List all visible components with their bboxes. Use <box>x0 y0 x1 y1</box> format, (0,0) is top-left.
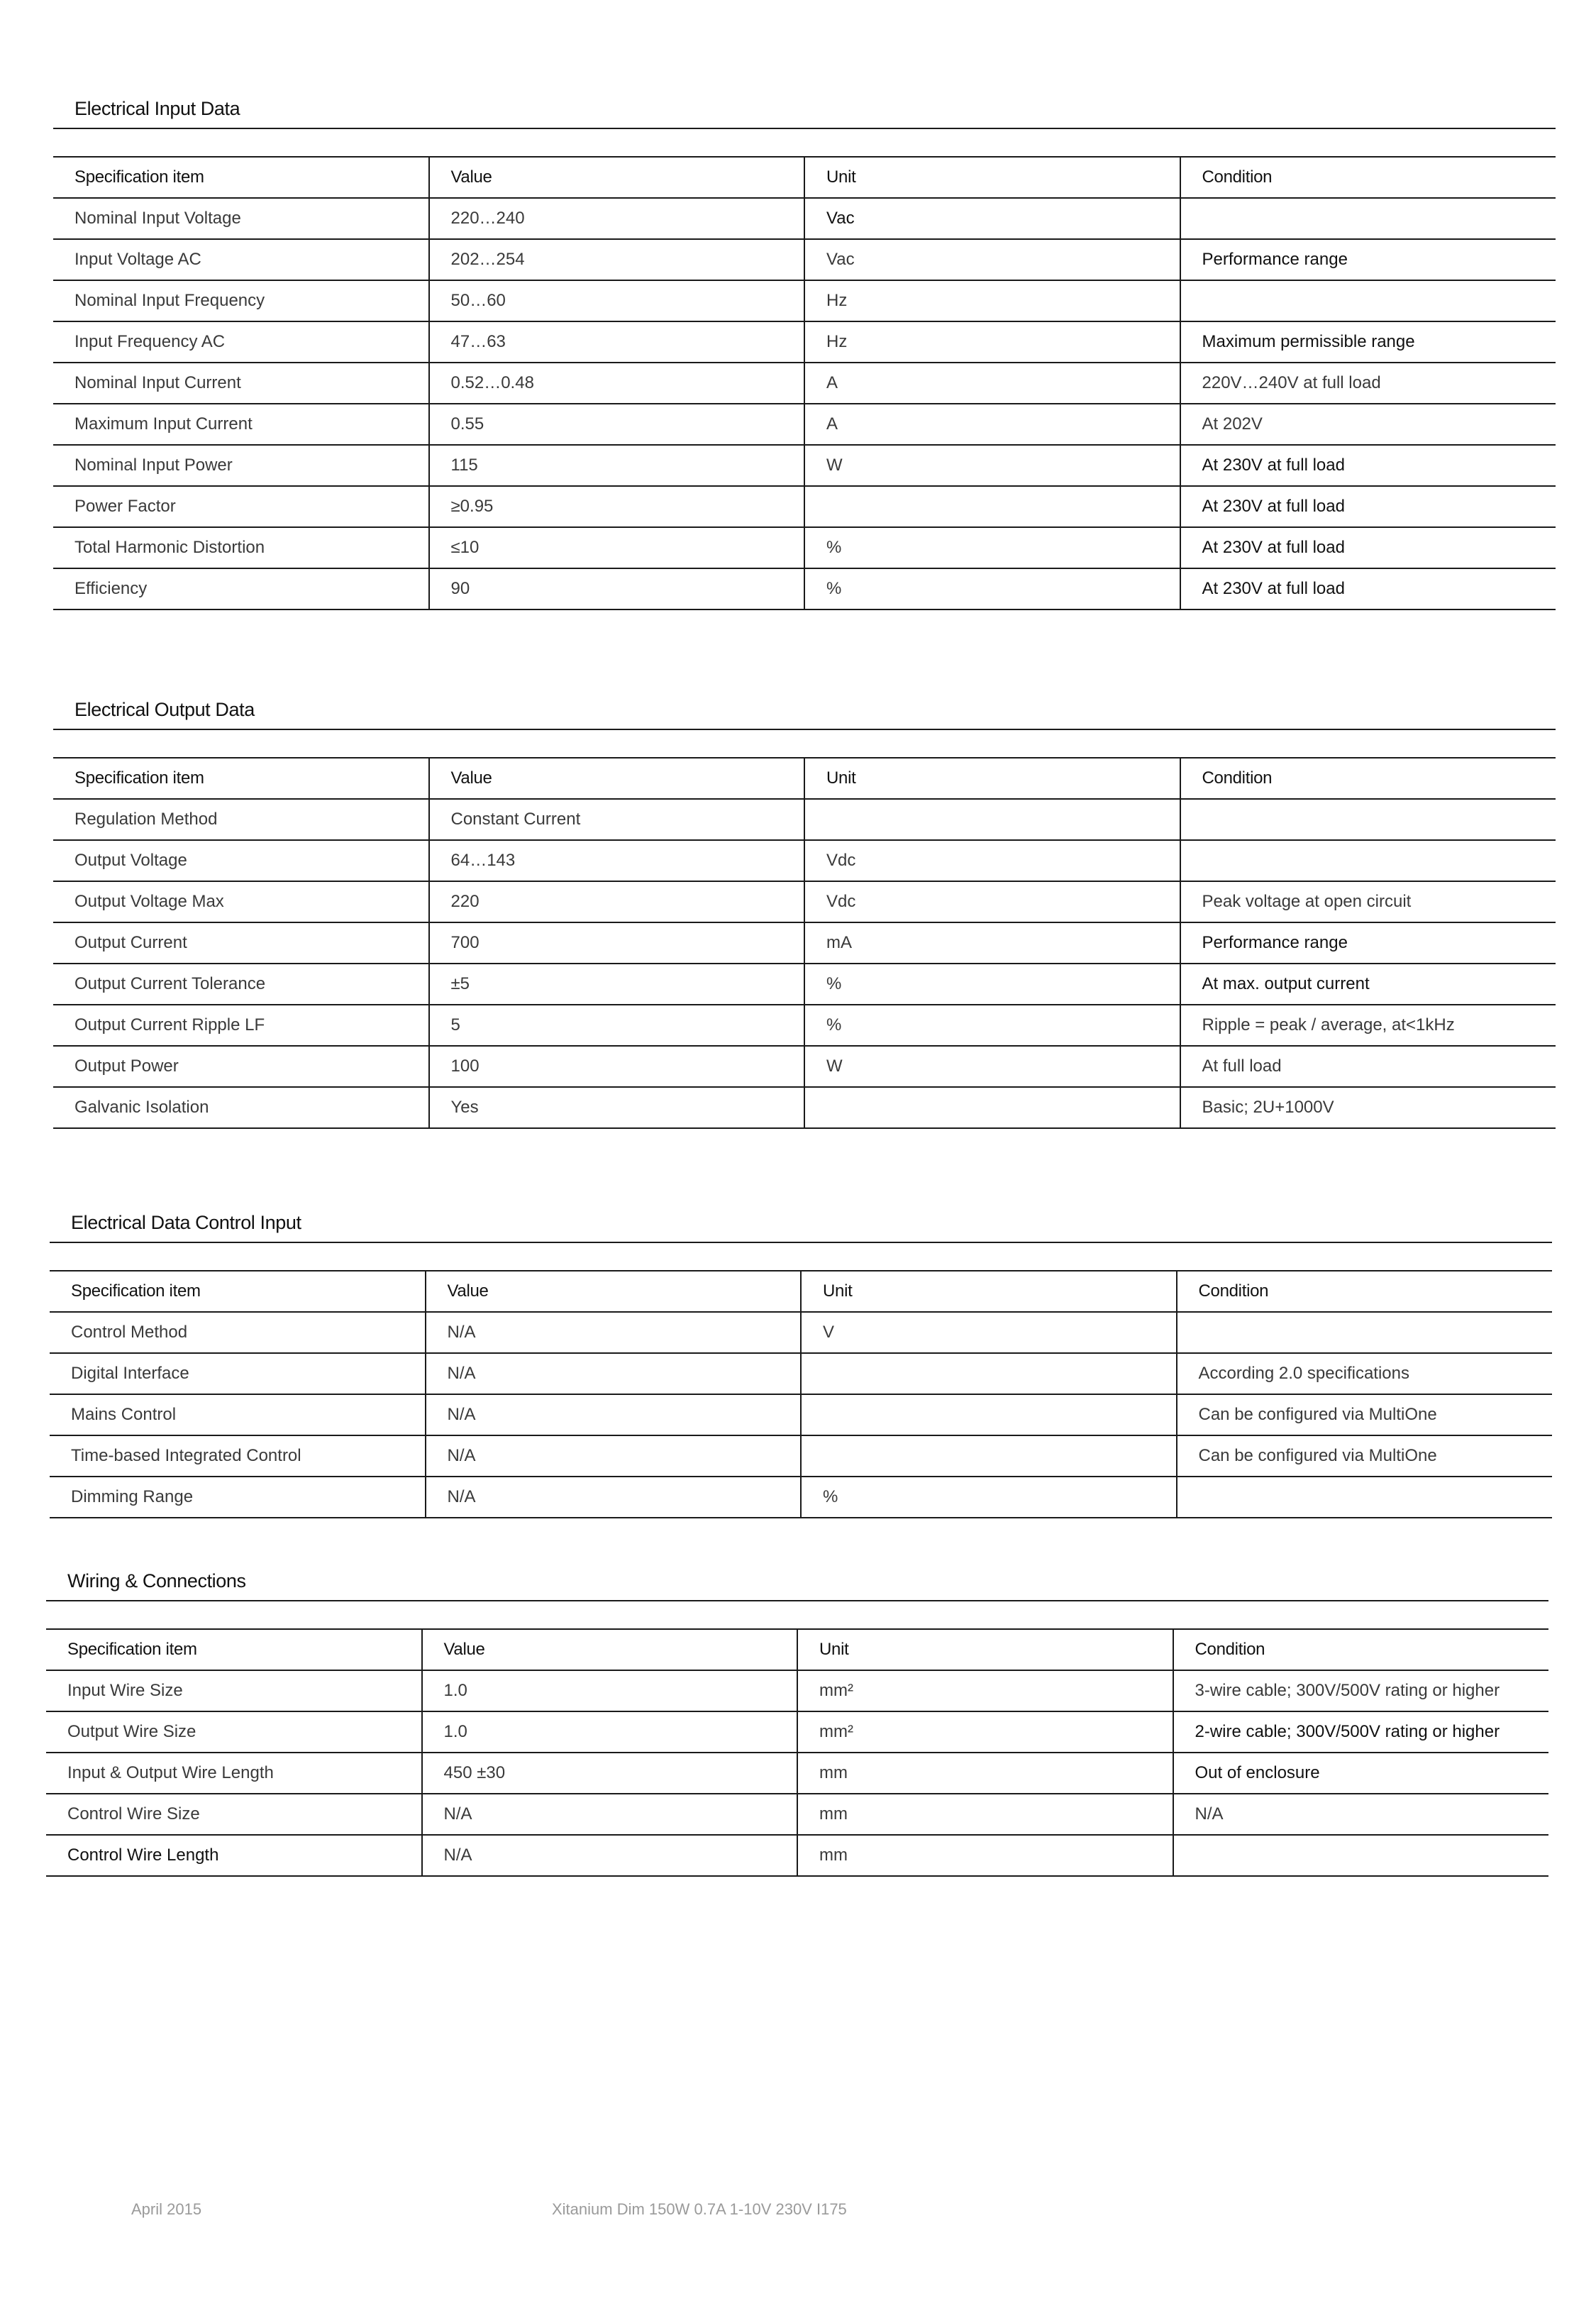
unit-cell: Hz <box>804 321 1180 363</box>
column-header: Condition <box>1180 157 1556 198</box>
unit-cell: A <box>804 404 1180 445</box>
value-cell: 0.52…0.48 <box>429 363 805 404</box>
condition-cell: At 202V <box>1180 404 1556 445</box>
value-cell: N/A <box>422 1794 798 1835</box>
table-row <box>46 1753 1548 1794</box>
condition-cell: Performance range <box>1180 239 1556 280</box>
title-rule <box>46 1600 1548 1601</box>
value-cell: 115 <box>429 445 805 486</box>
condition-cell: At 230V at full load <box>1180 486 1556 527</box>
spec-item-cell: Output Current Ripple LF <box>53 1005 429 1046</box>
spec-item-cell: Power Factor <box>53 486 429 527</box>
unit-cell: W <box>804 445 1180 486</box>
condition-cell: Peak voltage at open circuit <box>1180 881 1556 922</box>
unit-cell: Vdc <box>804 881 1180 922</box>
unit-cell: Vac <box>804 239 1180 280</box>
condition-cell <box>1180 198 1556 239</box>
spec-item-cell: Galvanic Isolation <box>53 1087 429 1128</box>
unit-cell: % <box>804 527 1180 568</box>
spec-table <box>53 156 1556 610</box>
spec-item-cell: Nominal Input Current <box>53 363 429 404</box>
condition-cell: According 2.0 specifications <box>1177 1353 1553 1394</box>
condition-cell: Basic; 2U+1000V <box>1180 1087 1556 1128</box>
table-row <box>50 1312 1552 1353</box>
table-row <box>46 1711 1548 1753</box>
unit-cell: mm <box>797 1794 1173 1835</box>
condition-cell <box>1177 1477 1553 1518</box>
value-cell: 1.0 <box>422 1711 798 1753</box>
column-header: Value <box>426 1271 802 1312</box>
table-row <box>53 239 1556 280</box>
table-row <box>53 1087 1556 1128</box>
unit-cell: Vac <box>804 198 1180 239</box>
table-header-row <box>53 758 1556 799</box>
column-header: Specification item <box>53 758 429 799</box>
column-header: Specification item <box>46 1629 422 1670</box>
value-cell: N/A <box>426 1477 802 1518</box>
value-cell: N/A <box>426 1435 802 1477</box>
unit-cell: % <box>804 1005 1180 1046</box>
spec-item-cell: Efficiency <box>53 568 429 609</box>
condition-cell: Performance range <box>1180 922 1556 964</box>
value-cell: 700 <box>429 922 805 964</box>
spec-item-cell: Input & Output Wire Length <box>46 1753 422 1794</box>
table-row <box>53 964 1556 1005</box>
table-row <box>50 1435 1552 1477</box>
condition-cell <box>1180 280 1556 321</box>
spec-item-cell: Regulation Method <box>53 799 429 840</box>
spec-table <box>46 1628 1548 1877</box>
unit-cell: mm <box>797 1835 1173 1876</box>
spec-item-cell: Control Wire Length <box>46 1835 422 1876</box>
value-cell: N/A <box>422 1835 798 1876</box>
table-row <box>53 404 1556 445</box>
condition-cell: At 230V at full load <box>1180 568 1556 609</box>
table-row <box>53 527 1556 568</box>
footer-date: April 2015 <box>131 2200 202 2218</box>
value-cell: 50…60 <box>429 280 805 321</box>
section-title: Electrical Input Data <box>74 98 240 119</box>
title-rule <box>53 128 1556 129</box>
value-cell: 90 <box>429 568 805 609</box>
value-cell: ≥0.95 <box>429 486 805 527</box>
condition-cell: N/A <box>1173 1794 1549 1835</box>
table-row <box>53 922 1556 964</box>
condition-cell <box>1177 1312 1553 1353</box>
unit-cell <box>801 1394 1177 1435</box>
unit-cell: mm² <box>797 1670 1173 1711</box>
condition-cell: 2-wire cable; 300V/500V rating or higher <box>1173 1711 1549 1753</box>
table-row <box>46 1835 1548 1876</box>
condition-cell: Ripple = peak / average, at<1kHz <box>1180 1005 1556 1046</box>
spec-item-cell: Mains Control <box>50 1394 426 1435</box>
spec-item-cell: Output Voltage Max <box>53 881 429 922</box>
condition-cell: At 230V at full load <box>1180 445 1556 486</box>
value-cell: N/A <box>426 1394 802 1435</box>
spec-item-cell: Output Wire Size <box>46 1711 422 1753</box>
spec-item-cell: Output Power <box>53 1046 429 1087</box>
value-cell: 100 <box>429 1046 805 1087</box>
value-cell: 0.55 <box>429 404 805 445</box>
condition-cell: At full load <box>1180 1046 1556 1087</box>
spec-item-cell: Output Current <box>53 922 429 964</box>
value-cell: ≤10 <box>429 527 805 568</box>
table-row <box>50 1353 1552 1394</box>
table-header-row <box>46 1629 1548 1670</box>
unit-cell <box>801 1353 1177 1394</box>
condition-cell <box>1180 799 1556 840</box>
table-row <box>53 568 1556 609</box>
unit-cell: A <box>804 363 1180 404</box>
condition-cell: 3-wire cable; 300V/500V rating or higher <box>1173 1670 1549 1711</box>
condition-cell: At 230V at full load <box>1180 527 1556 568</box>
value-cell: 220…240 <box>429 198 805 239</box>
table-row <box>53 198 1556 239</box>
table-row <box>53 445 1556 486</box>
unit-cell: W <box>804 1046 1180 1087</box>
unit-cell: % <box>801 1477 1177 1518</box>
unit-cell <box>801 1435 1177 1477</box>
spec-item-cell: Nominal Input Frequency <box>53 280 429 321</box>
column-header: Value <box>429 157 805 198</box>
value-cell: 47…63 <box>429 321 805 363</box>
table-row <box>53 486 1556 527</box>
unit-cell: Vdc <box>804 840 1180 881</box>
table-row <box>46 1794 1548 1835</box>
value-cell: 450 ±30 <box>422 1753 798 1794</box>
value-cell: ±5 <box>429 964 805 1005</box>
column-header: Condition <box>1173 1629 1549 1670</box>
spec-item-cell: Input Voltage AC <box>53 239 429 280</box>
value-cell: Yes <box>429 1087 805 1128</box>
value-cell: N/A <box>426 1312 802 1353</box>
unit-cell <box>804 1087 1180 1128</box>
spec-item-cell: Output Voltage <box>53 840 429 881</box>
column-header: Unit <box>804 758 1180 799</box>
value-cell: Constant Current <box>429 799 805 840</box>
condition-cell <box>1173 1835 1549 1876</box>
condition-cell: Can be configured via MultiOne <box>1177 1435 1553 1477</box>
column-header: Specification item <box>53 157 429 198</box>
table-row <box>53 321 1556 363</box>
column-header: Unit <box>804 157 1180 198</box>
spec-table <box>50 1270 1552 1518</box>
unit-cell: % <box>804 568 1180 609</box>
spec-item-cell: Maximum Input Current <box>53 404 429 445</box>
condition-cell: At max. output current <box>1180 964 1556 1005</box>
spec-item-cell: Input Frequency AC <box>53 321 429 363</box>
column-header: Value <box>429 758 805 799</box>
table-header-row <box>53 157 1556 198</box>
unit-cell: mA <box>804 922 1180 964</box>
title-rule <box>50 1242 1552 1243</box>
spec-table <box>53 757 1556 1129</box>
spec-item-cell: Dimming Range <box>50 1477 426 1518</box>
table-row <box>50 1394 1552 1435</box>
title-rule <box>53 729 1556 730</box>
value-cell: 5 <box>429 1005 805 1046</box>
section-title: Electrical Output Data <box>74 699 255 720</box>
table-row <box>53 881 1556 922</box>
unit-cell: mm <box>797 1753 1173 1794</box>
spec-item-cell: Input Wire Size <box>46 1670 422 1711</box>
column-header: Condition <box>1177 1271 1553 1312</box>
value-cell: N/A <box>426 1353 802 1394</box>
column-header: Unit <box>797 1629 1173 1670</box>
spec-item-cell: Output Current Tolerance <box>53 964 429 1005</box>
table-row <box>53 799 1556 840</box>
table-row <box>46 1670 1548 1711</box>
section-title: Electrical Data Control Input <box>71 1212 301 1233</box>
spec-item-cell: Control Wire Size <box>46 1794 422 1835</box>
column-header: Value <box>422 1629 798 1670</box>
unit-cell: % <box>804 964 1180 1005</box>
table-row <box>50 1477 1552 1518</box>
spec-item-cell: Nominal Input Voltage <box>53 198 429 239</box>
section-title: Wiring & Connections <box>67 1570 246 1591</box>
unit-cell <box>804 799 1180 840</box>
value-cell: 220 <box>429 881 805 922</box>
value-cell: 202…254 <box>429 239 805 280</box>
unit-cell: Hz <box>804 280 1180 321</box>
spec-item-cell: Time-based Integrated Control <box>50 1435 426 1477</box>
unit-cell <box>804 486 1180 527</box>
column-header: Specification item <box>50 1271 426 1312</box>
spec-item-cell: Total Harmonic Distortion <box>53 527 429 568</box>
value-cell: 1.0 <box>422 1670 798 1711</box>
table-row <box>53 1046 1556 1087</box>
condition-cell: Can be configured via MultiOne <box>1177 1394 1553 1435</box>
column-header: Unit <box>801 1271 1177 1312</box>
condition-cell: Maximum permissible range <box>1180 321 1556 363</box>
table-header-row <box>50 1271 1552 1312</box>
condition-cell: 220V…240V at full load <box>1180 363 1556 404</box>
column-header: Condition <box>1180 758 1556 799</box>
spec-item-cell: Nominal Input Power <box>53 445 429 486</box>
spec-item-cell: Control Method <box>50 1312 426 1353</box>
footer-product-name: Xitanium Dim 150W 0.7A 1-10V 230V I175 <box>552 2200 847 2218</box>
table-row <box>53 280 1556 321</box>
spec-item-cell: Digital Interface <box>50 1353 426 1394</box>
value-cell: 64…143 <box>429 840 805 881</box>
unit-cell: mm² <box>797 1711 1173 1753</box>
condition-cell: Out of enclosure <box>1173 1753 1549 1794</box>
condition-cell <box>1180 840 1556 881</box>
table-row <box>53 1005 1556 1046</box>
table-row <box>53 840 1556 881</box>
unit-cell: V <box>801 1312 1177 1353</box>
table-row <box>53 363 1556 404</box>
